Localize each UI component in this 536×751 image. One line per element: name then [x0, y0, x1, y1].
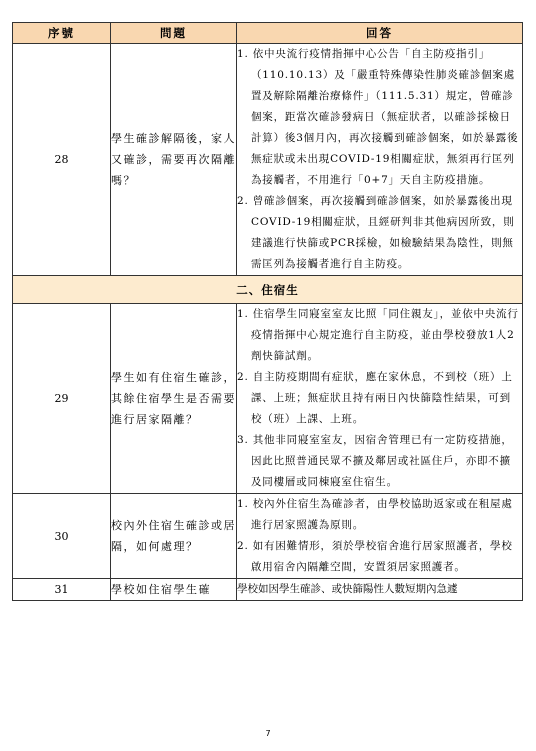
row-number: 29	[13, 304, 111, 494]
table-row	[13, 304, 523, 494]
answer-item: 學校如因學生確診、或快篩陽性人數短期內急遽	[237, 583, 458, 595]
answer-item: 1. 住宿學生同寢室室友比照「同住親友」，並依中央流行疫情指揮中心規定進行自主防疫，並由學校發放1人2劑快篩試劑。	[237, 308, 519, 362]
header-question: 問題	[111, 23, 237, 44]
row-answer	[237, 494, 523, 579]
table-row	[13, 579, 523, 601]
section-title: 二、住宿生	[13, 276, 523, 304]
answer-item: 2. 自主防疫期間有症狀，應在家休息，不到校（班）上課、上班；無症狀且持有兩日內快篩陰性結果，可到校（班）上課、上班。	[237, 371, 513, 425]
row-number: 28	[13, 44, 111, 276]
answer-item: 2. 如有困難情形，須於學校宿舍進行居家照護者，學校啟用宿舍內隔離空間，安置須居家照護者。	[237, 540, 513, 573]
row-question: 校內外住宿生確診或居隔，如何處理？	[111, 494, 237, 579]
answer-item: 3. 其他非同寢室室友，因宿舍管理已有一定防疫措施，因此比照普通民眾不擴及鄰居或社區住戶，亦即不擴及同樓層或同棟寢室住宿生。	[237, 434, 513, 488]
row-answer	[237, 579, 523, 601]
table-row	[13, 494, 523, 579]
row-answer	[237, 44, 523, 276]
row-question: 學生確診解隔後，家人又確診，需要再次隔離嗎？	[111, 44, 237, 276]
section-row	[13, 276, 523, 304]
row-number: 31	[13, 579, 111, 601]
row-answer	[237, 304, 523, 494]
page-number: 7	[265, 729, 271, 738]
answer-item: 1. 依中央流行疫情指揮中心公告「自主防疫指引」（110.10.13）及「嚴重特殊傳染性肺炎確診個案處置及解除隔離治療條件」（111.5.31）規定，曾確診個案，距當次確診發病日（無症狀者，以確診採檢日計算）後3個月內，再次接觸到確診個案，如於暴露後無症狀或未出現COVID-19相關症狀，無須再行匡列為接觸者，不用進行「0+7」天自主防疫措施。	[237, 48, 519, 186]
table-header-row	[13, 23, 523, 44]
header-number: 序號	[13, 23, 111, 44]
header-answer: 回答	[237, 23, 523, 44]
row-question: 學生如有住宿生確診，其餘住宿學生是否需要進行居家隔離？	[111, 304, 237, 494]
answer-item: 2. 曾確診個案，再次接觸到確診個案，如於暴露後出現COVID-19相關症狀，且經研判非其他病因所致，則建議進行快篩或PCR採檢，如檢驗結果為陰性，則無需匡列為接觸者進行自主防疫。	[237, 195, 515, 270]
faq-table	[12, 22, 523, 601]
table-row	[13, 44, 523, 276]
answer-item: 1. 校內外住宿生為確診者，由學校協助返家或在租屋處進行居家照護為原則。	[237, 498, 513, 531]
row-number: 30	[13, 494, 111, 579]
row-question: 學校如住宿學生確	[111, 579, 237, 601]
